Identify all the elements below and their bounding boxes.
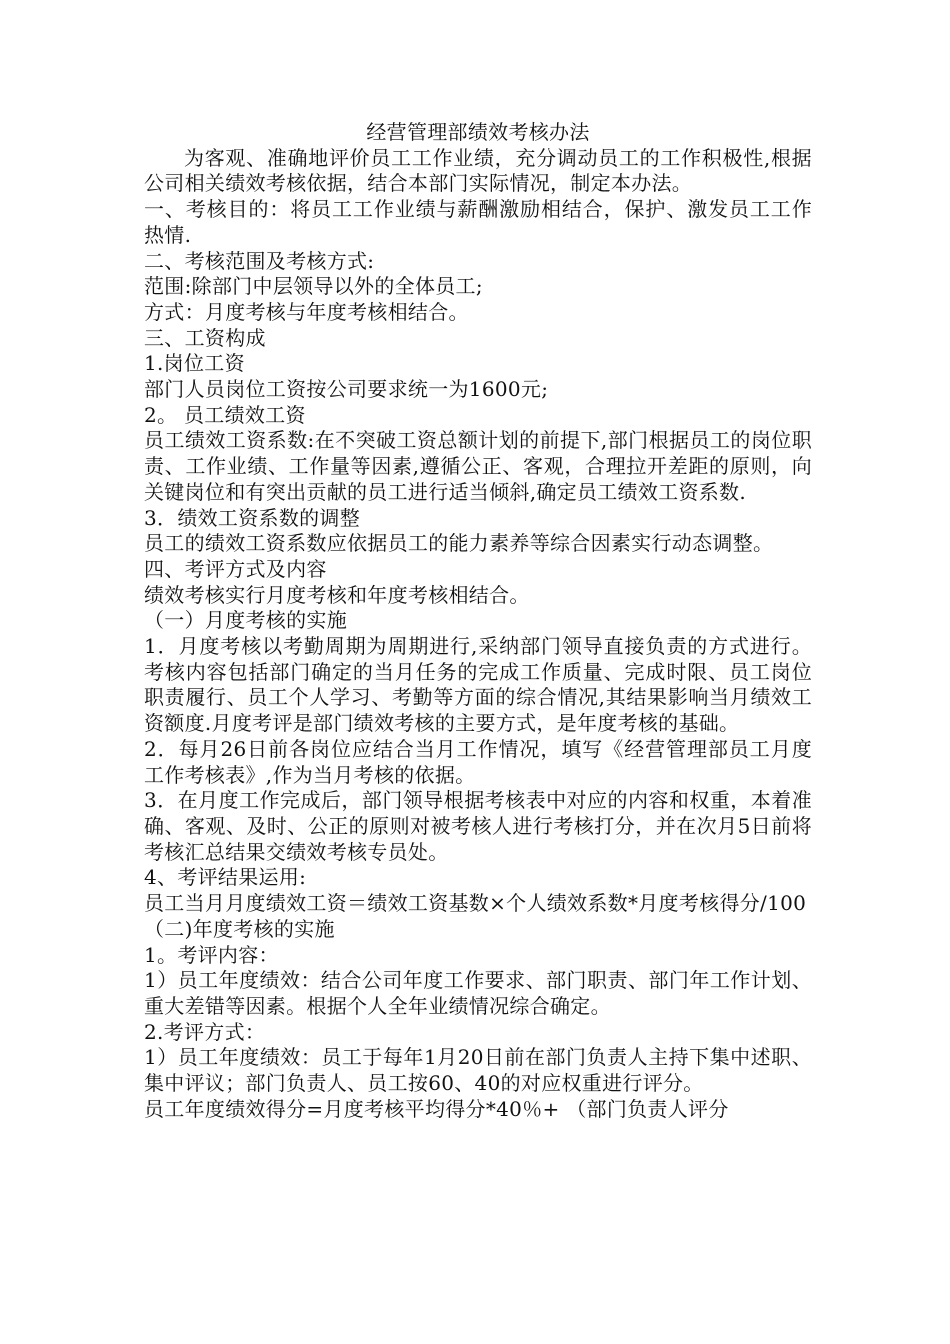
section-4-heading: 四、考评方式及内容 — [144, 556, 327, 581]
monthly-assessment-heading: （一）月度考核的实施 — [144, 608, 347, 633]
annual-formula: 员工年度绩效得分=月度考核平均得分*40％+ （部门负责人评分 — [144, 1096, 729, 1121]
intro-paragraph: 为客观、准确地评价员工工作业绩，充分调动员工的工作积极性,根据公司相关绩效考核依据，结合本部门实际情况，制定本办法。 — [144, 145, 812, 196]
monthly-formula: 员工当月月度绩效工资＝绩效工资基数×个人绩效系数*月度考核得分/100 — [144, 891, 807, 916]
section-3-heading: 三、工资构成 — [144, 325, 266, 350]
result-usage-heading: 4、考评结果运用: — [144, 865, 307, 890]
method-line: 方式：月度考核与年度考核相结合。 — [144, 299, 469, 324]
post-salary-heading: 1.岗位工资 — [144, 351, 245, 376]
annual-assessment-heading: （二)年度考核的实施 — [144, 916, 335, 941]
coefficient-adjust-heading: 3．绩效工资系数的调整 — [144, 505, 361, 530]
scope-line: 范围:除部门中层领导以外的全体员工; — [144, 274, 483, 299]
monthly-item-2: 2．每月26日前各岗位应结合当月工作情况，填写《经营管理部员工月度工作考核表》,作为当月考核的依据。 — [144, 736, 812, 787]
monthly-item-1: 1．月度考核以考勤周期为周期进行,采纳部门领导直接负责的方式进行。考核内容包括部门确定的当月任务的完成工作质量、完成时限、员工岗位职责履行、员工个人学习、考勤等方面的综合情况,其结果影响当月绩效工资额度.月度考评是部门绩效考核的主要方式，是年度考核的基础。 — [144, 634, 812, 736]
document-title: 经营管理部绩效考核办法 — [366, 120, 590, 144]
coefficient-adjust-text: 员工的绩效工资系数应依据员工的能力素养等综合因素实行动态调整。 — [144, 531, 774, 556]
post-salary-text: 部门人员岗位工资按公司要求统一为1600元; — [144, 377, 549, 402]
annual-content-item: 1）员工年度绩效：结合公司年度工作要求、部门职责、部门年工作计划、重大差错等因素。根据个人全年业绩情况综合确定。 — [144, 968, 812, 1018]
performance-salary-text: 员工绩效工资系数:在不突破工资总额计划的前提下,部门根据员工的岗位职责、工作业绩、工作量等因素,遵循公正、客观，合理拉开差距的原则，向关键岗位和有突出贡献的员工进行适当倾斜,确定员工绩效工资系数. — [144, 428, 812, 504]
section-1-purpose: 一、考核目的：将员工工作业绩与薪酬激励相结合，保护、激发员工工作热情. — [144, 197, 812, 247]
annual-method-item: 1）员工年度绩效：员工于每年1月20日前在部门负责人主持下集中述职、集中评议；部门负责人、员工按60、40的对应权重进行评分。 — [144, 1045, 812, 1096]
performance-salary-heading: 2。 员工绩效工资 — [144, 402, 306, 427]
annual-method-heading: 2.考评方式： — [144, 1019, 266, 1044]
monthly-item-3: 3．在月度工作完成后，部门领导根据考核表中对应的内容和权重，本着准确、客观、及时、公正的原则对被考核人进行考核打分，并在次月5日前将考核汇总结果交绩效考核专员处。 — [144, 788, 812, 864]
annual-content-heading: 1。考评内容： — [144, 942, 279, 967]
section-2-heading: 二、考核范围及考核方式: — [144, 248, 375, 273]
section-4-intro: 绩效考核实行月度考核和年度考核相结合。 — [144, 582, 530, 607]
document-page — [144, 120, 812, 1122]
